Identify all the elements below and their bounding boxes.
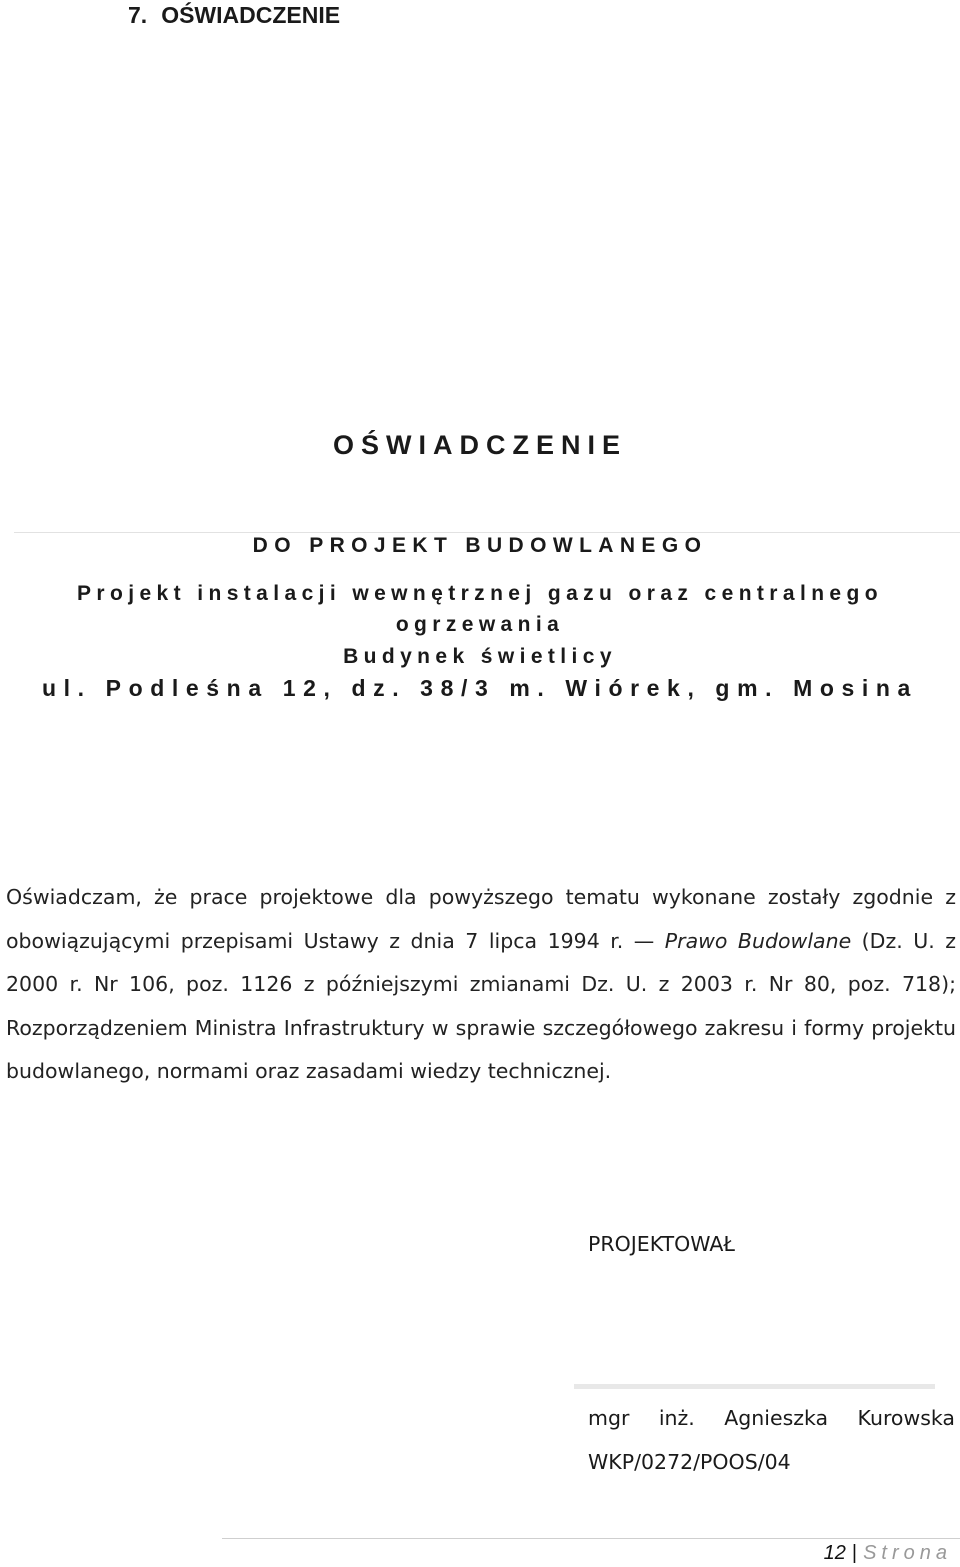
body-text-part1: Oświadczam, że prace projektowe dla powyższego tematu wykonane zostały zgodnie z obowiązującymi przepisami Ustawy z dnia 7 lipca 1994 r. — <box>6 885 956 953</box>
building-address: ul. Podleśna 12, dz. 38/3 m. Wiórek, gm. Mosina <box>42 675 918 701</box>
project-name-line1: Projekt instalacji wewnętrznej gazu oraz centralnego <box>77 582 883 605</box>
designer-name: mgr inż. Agnieszka Kurowska <box>588 1406 955 1430</box>
designer-role-label: PROJEKTOWAŁ <box>588 1232 735 1256</box>
page-word: Strona <box>863 1542 952 1564</box>
project-name-line2: ogrzewania <box>395 613 565 636</box>
license-number: WKP/0272/POOS/04 <box>588 1450 791 1474</box>
page-number: 12 <box>823 1542 846 1564</box>
building-name: Budynek świetlicy <box>343 645 617 668</box>
law-title: Prawo Budowlane <box>664 928 852 953</box>
divider <box>14 532 960 533</box>
footer-separator: | <box>851 1542 858 1564</box>
page-footer <box>824 1542 952 1565</box>
statement-title: OŚWIADCZENIE <box>332 430 627 460</box>
footer-divider <box>222 1538 960 1539</box>
statement-body <box>6 876 956 1094</box>
section-heading <box>128 2 340 29</box>
statement-subtitle: DO PROJEKT BUDOWLANEGO <box>252 534 708 557</box>
section-number: 7. <box>128 2 148 28</box>
section-title: OŚWIADCZENIE <box>161 2 341 28</box>
signature-line <box>574 1384 935 1389</box>
body-text-part2: (Dz. U. z 2000 r. Nr 106, poz. 1126 z późniejszymi zmianami Dz. U. z 2003 r. Nr 80, poz. 718); Rozporządzeniem Ministra Infrastruktury w sprawie szczegółowego zakresu i formy projektu budowlanego, normami oraz zasadami wiedzy technicznej. <box>6 928 957 1084</box>
